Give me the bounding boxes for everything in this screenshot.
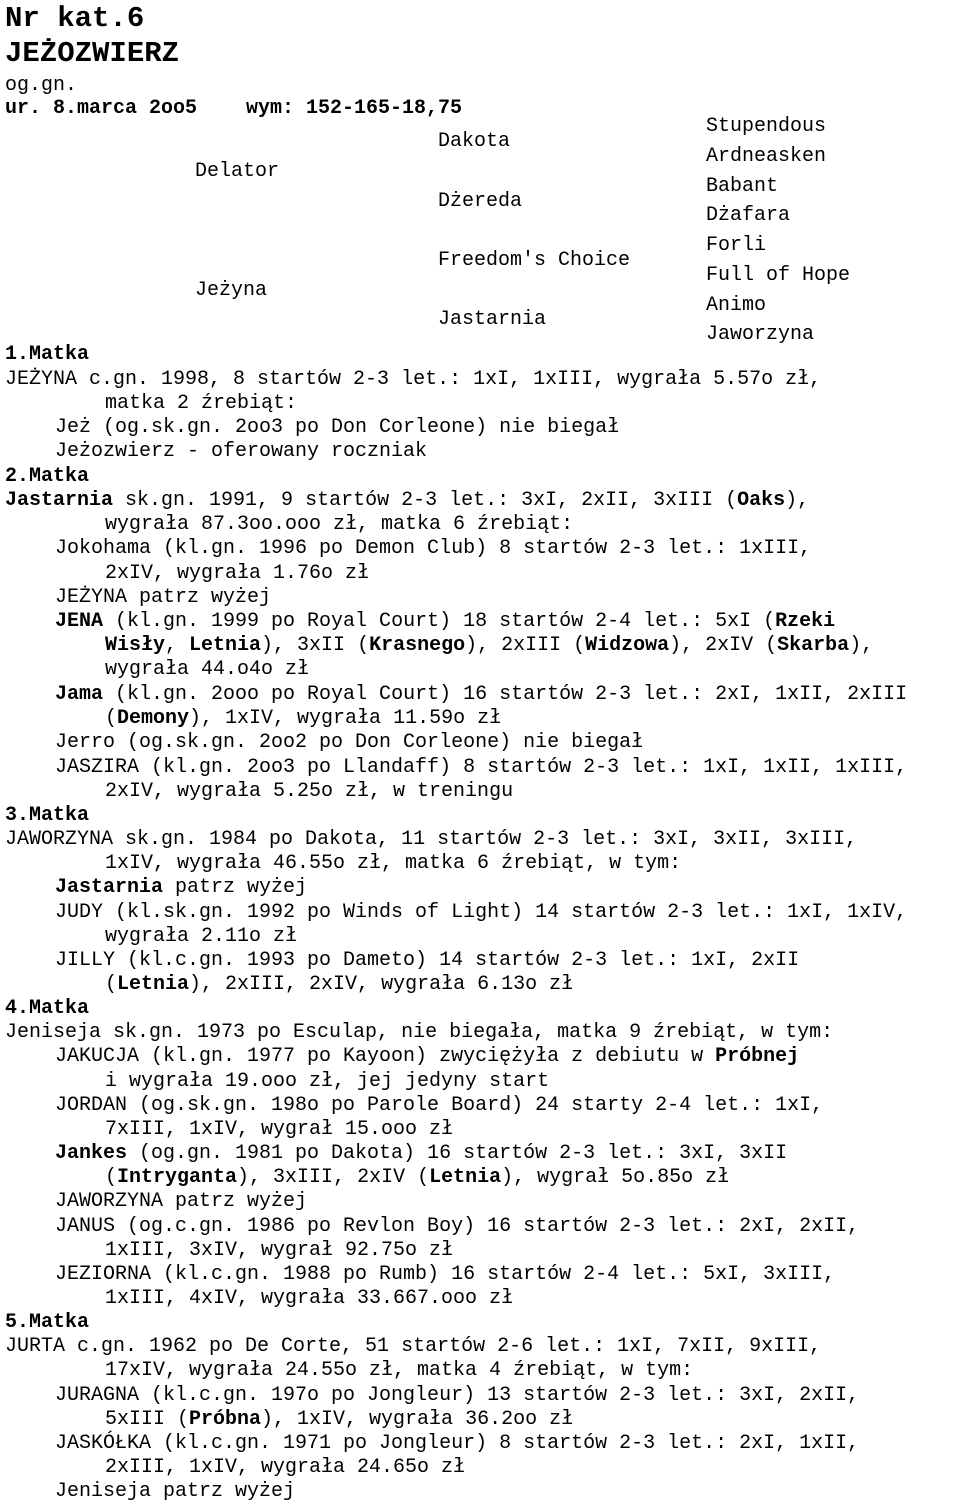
pedigree-gen3: Dżafara [706, 204, 791, 227]
bold-segment: 5.Matka [5, 1311, 90, 1334]
text-segment: Jerro (og.sk.gn. 2oo2 po Don Corleone) nie biegał [55, 731, 644, 754]
text-segment: JORDAN (og.sk.gn. 198o po Parole Board) 24 starty 2-4 let.: 1xI, [55, 1094, 824, 1117]
text-segment: JUDY (kl.sk.gn. 1992 po Winds of Light) 14 startów 2-3 let.: 1xI, 1xIV, [55, 901, 908, 924]
text-segment: (og.gn. 1981 po Dakota) 16 startów 2-3 let.: 3xI, 3xII [127, 1142, 788, 1165]
bold-segment: Jastarnia [55, 876, 164, 899]
bold-segment: Demony [117, 707, 190, 730]
pedigree-gen3: Animo [706, 294, 767, 317]
bold-segment: Próbna [189, 1408, 262, 1431]
text-segment: ), 2xIII ( [465, 634, 586, 657]
text-line [55, 756, 907, 780]
text-segment: ), 2xIV ( [669, 634, 778, 657]
text-line [55, 1432, 859, 1456]
text-line [105, 973, 573, 997]
text-line [5, 343, 89, 367]
text-segment: JANUS (og.c.gn. 1986 po Revlon Boy) 16 startów 2-3 let.: 2xI, 2xII, [55, 1215, 860, 1238]
text-line [55, 683, 907, 707]
text-segment: (kl.gn. 1999 po Royal Court) 18 startów 2-4 let.: 5xI ( [103, 610, 776, 633]
text-line [55, 876, 307, 900]
text-line [55, 1094, 823, 1118]
text-line [55, 1384, 859, 1408]
text-segment: , [165, 634, 190, 657]
bold-segment: 4.Matka [5, 997, 90, 1020]
bold-segment: Jastarnia [5, 489, 114, 512]
text-line [105, 852, 681, 876]
pedigree-gen2: Dakota [438, 130, 511, 153]
text-segment: Jokohama (kl.gn. 1996 po Demon Club) 8 startów 2-3 let.: 1xIII, [55, 537, 812, 560]
text-segment: (kl.gn. 2ooo po Royal Court) 16 startów 2-3 let.: 2xI, 1xII, 2xIII [103, 683, 908, 706]
bold-segment: 2.Matka [5, 465, 90, 488]
text-line [55, 1263, 835, 1287]
text-line [105, 513, 573, 537]
text-segment: 2xIII, 1xIV, wygrała 24.65o zł [105, 1456, 466, 1479]
text-line [55, 731, 643, 755]
text-segment: JURAGNA (kl.c.gn. 197o po Jongleur) 13 startów 2-3 let.: 3xI, 2xII, [55, 1384, 860, 1407]
text-line [105, 634, 873, 658]
text-segment: JEŻYNA patrz wyżej [55, 586, 272, 609]
color-sex: og.gn. [5, 74, 78, 97]
text-segment: JASKÓŁKA (kl.c.gn. 1971 po Jongleur) 8 startów 2-3 let.: 2xI, 1xII, [55, 1432, 860, 1455]
text-line [5, 997, 89, 1021]
text-segment: 2xIV, wygrała 1.76o zł [105, 562, 370, 585]
text-segment: JEŻYNA c.gn. 1998, 8 startów 2-3 let.: 1xI, 1xIII, wygrała 5.57o zł, [5, 368, 822, 391]
text-segment: ), 3xII ( [261, 634, 370, 657]
text-segment: ( [105, 973, 118, 996]
horse-name: JEŻOZWIERZ [5, 37, 180, 70]
text-segment: 5xIII ( [105, 1408, 190, 1431]
text-line [55, 1045, 799, 1069]
bold-segment: JENA [55, 610, 104, 633]
pedigree-gen2: Freedom's Choice [438, 249, 631, 272]
text-line [55, 440, 427, 464]
text-line [105, 1239, 453, 1263]
pedigree-gen3: Babant [706, 175, 779, 198]
pedigree-gen2: Jastarnia [438, 308, 547, 331]
text-segment: patrz wyżej [163, 876, 308, 899]
text-line [5, 465, 89, 489]
bold-segment: Rzeki [775, 610, 836, 633]
text-line [105, 1118, 453, 1142]
text-line [55, 586, 271, 610]
text-segment: ), 1xIV, wygrała 36.2oo zł [261, 1408, 574, 1431]
bold-segment: Oaks [737, 489, 786, 512]
text-line [105, 658, 309, 682]
pedigree-gen3: Full of Hope [706, 264, 851, 287]
pedigree-sire: Delator [195, 160, 280, 183]
text-line [5, 1311, 89, 1335]
text-line [55, 537, 811, 561]
text-line [105, 392, 297, 416]
text-line [105, 1166, 729, 1190]
text-segment: Jeniseja patrz wyżej [55, 1480, 296, 1503]
text-line [105, 707, 501, 731]
text-segment: wygrała 44.o4o zł [105, 658, 310, 681]
text-segment: 7xIII, 1xIV, wygrał 15.ooo zł [105, 1118, 454, 1141]
bold-segment: Letnia [117, 973, 190, 996]
text-line [105, 1359, 693, 1383]
text-segment: JILLY (kl.c.gn. 1993 po Dameto) 14 startów 2-3 let.: 1xI, 2xII [55, 949, 800, 972]
text-line [105, 562, 369, 586]
text-segment: JAWORZYNA sk.gn. 1984 po Dakota, 11 startów 2-3 let.: 3xI, 3xII, 3xIII, [5, 828, 858, 851]
text-segment: 1xIII, 4xIV, wygrała 33.667.ooo zł [105, 1287, 514, 1310]
text-line [5, 804, 89, 828]
text-line [5, 1335, 821, 1359]
text-segment: JASZIRA (kl.gn. 2oo3 po Llandaff) 8 startów 2-3 let.: 1xI, 1xII, 1xIII, [55, 756, 908, 779]
bold-segment: Wisły [105, 634, 166, 657]
pedigree-dam: Jeżyna [195, 279, 268, 302]
text-line [105, 1408, 573, 1432]
text-segment: 2xIV, wygrała 5.25o zł, w treningu [105, 780, 514, 803]
bold-segment: 1.Matka [5, 343, 90, 366]
text-line [105, 925, 297, 949]
text-segment: ), [785, 489, 810, 512]
text-line [105, 780, 513, 804]
text-segment: Jeż (og.sk.gn. 2oo3 po Don Corleone) nie biegał [55, 416, 620, 439]
text-segment: ( [105, 1166, 118, 1189]
text-segment: ), 3xIII, 2xIV ( [237, 1166, 430, 1189]
text-line [55, 901, 907, 925]
text-segment: ), [849, 634, 874, 657]
pedigree-gen3: Jaworzyna [706, 323, 815, 346]
text-line [55, 949, 799, 973]
birth-date: ur. 8.marca 2oo5 [5, 97, 198, 120]
text-line [105, 1287, 513, 1311]
text-segment: sk.gn. 1991, 9 startów 2-3 let.: 3xI, 2xII, 3xIII ( [113, 489, 738, 512]
text-segment: 1xIII, 3xIV, wygrał 92.75o zł [105, 1239, 454, 1262]
text-segment: ( [105, 707, 118, 730]
pedigree-gen3: Ardneasken [706, 145, 827, 168]
text-segment: ), 1xIV, wygrała 11.59o zł [189, 707, 502, 730]
text-line [5, 828, 857, 852]
catalog-number: Nr kat.6 [5, 2, 145, 35]
text-segment: matka 2 źrebiąt: [105, 392, 298, 415]
bold-segment: Letnia [189, 634, 262, 657]
text-segment: JAWORZYNA patrz wyżej [55, 1190, 308, 1213]
bold-segment: 3.Matka [5, 804, 90, 827]
bold-segment: Letnia [429, 1166, 502, 1189]
bold-segment: Jankes [55, 1142, 128, 1165]
text-segment: wygrała 87.3oo.ooo zł, matka 6 źrebiąt: [105, 513, 574, 536]
pedigree-gen2: Dżereda [438, 190, 523, 213]
text-segment: 1xIV, wygrała 46.55o zł, matka 6 źrebiąt, w tym: [105, 852, 682, 875]
pedigree-gen3: Stupendous [706, 115, 827, 138]
text-segment: Jeżozwierz - oferowany roczniak [55, 440, 428, 463]
bold-segment: Jama [55, 683, 104, 706]
text-line [55, 1142, 787, 1166]
text-segment: i wygrała 19.ooo zł, jej jedyny start [105, 1070, 550, 1093]
text-segment: JAKUCJA (kl.gn. 1977 po Kayoon) zwyciężyła z debiutu w [55, 1045, 716, 1068]
bold-segment: Intryganta [117, 1166, 238, 1189]
text-line [5, 489, 809, 513]
text-line [55, 610, 835, 634]
text-line [5, 368, 821, 392]
pedigree-gen3: Forli [706, 234, 767, 257]
text-line [55, 1480, 295, 1504]
bold-segment: Próbnej [715, 1045, 800, 1068]
text-line [55, 416, 619, 440]
text-segment: JURTA c.gn. 1962 po De Corte, 51 startów 2-6 let.: 1xI, 7xII, 9xIII, [5, 1335, 822, 1358]
text-segment: ), wygrał 5o.85o zł [501, 1166, 730, 1189]
text-line [105, 1456, 465, 1480]
text-line [55, 1190, 307, 1214]
text-segment: JEZIORNA (kl.c.gn. 1988 po Rumb) 16 startów 2-4 let.: 5xI, 3xIII, [55, 1263, 836, 1286]
bold-segment: Krasnego [369, 634, 466, 657]
text-line [105, 1070, 549, 1094]
text-segment: Jeniseja sk.gn. 1973 po Esculap, nie biegała, matka 9 źrebiąt, w tym: [5, 1021, 834, 1044]
text-line [5, 1021, 833, 1045]
bold-segment: Widzowa [585, 634, 670, 657]
text-segment: 17xIV, wygrała 24.55o zł, matka 4 źrebiąt, w tym: [105, 1359, 694, 1382]
text-segment: ), 2xIII, 2xIV, wygrała 6.13o zł [189, 973, 574, 996]
text-line [55, 1215, 859, 1239]
bold-segment: Skarba [777, 634, 850, 657]
measurements: wym: 152-165-18,75 [246, 97, 463, 120]
text-segment: wygrała 2.11o zł [105, 925, 298, 948]
